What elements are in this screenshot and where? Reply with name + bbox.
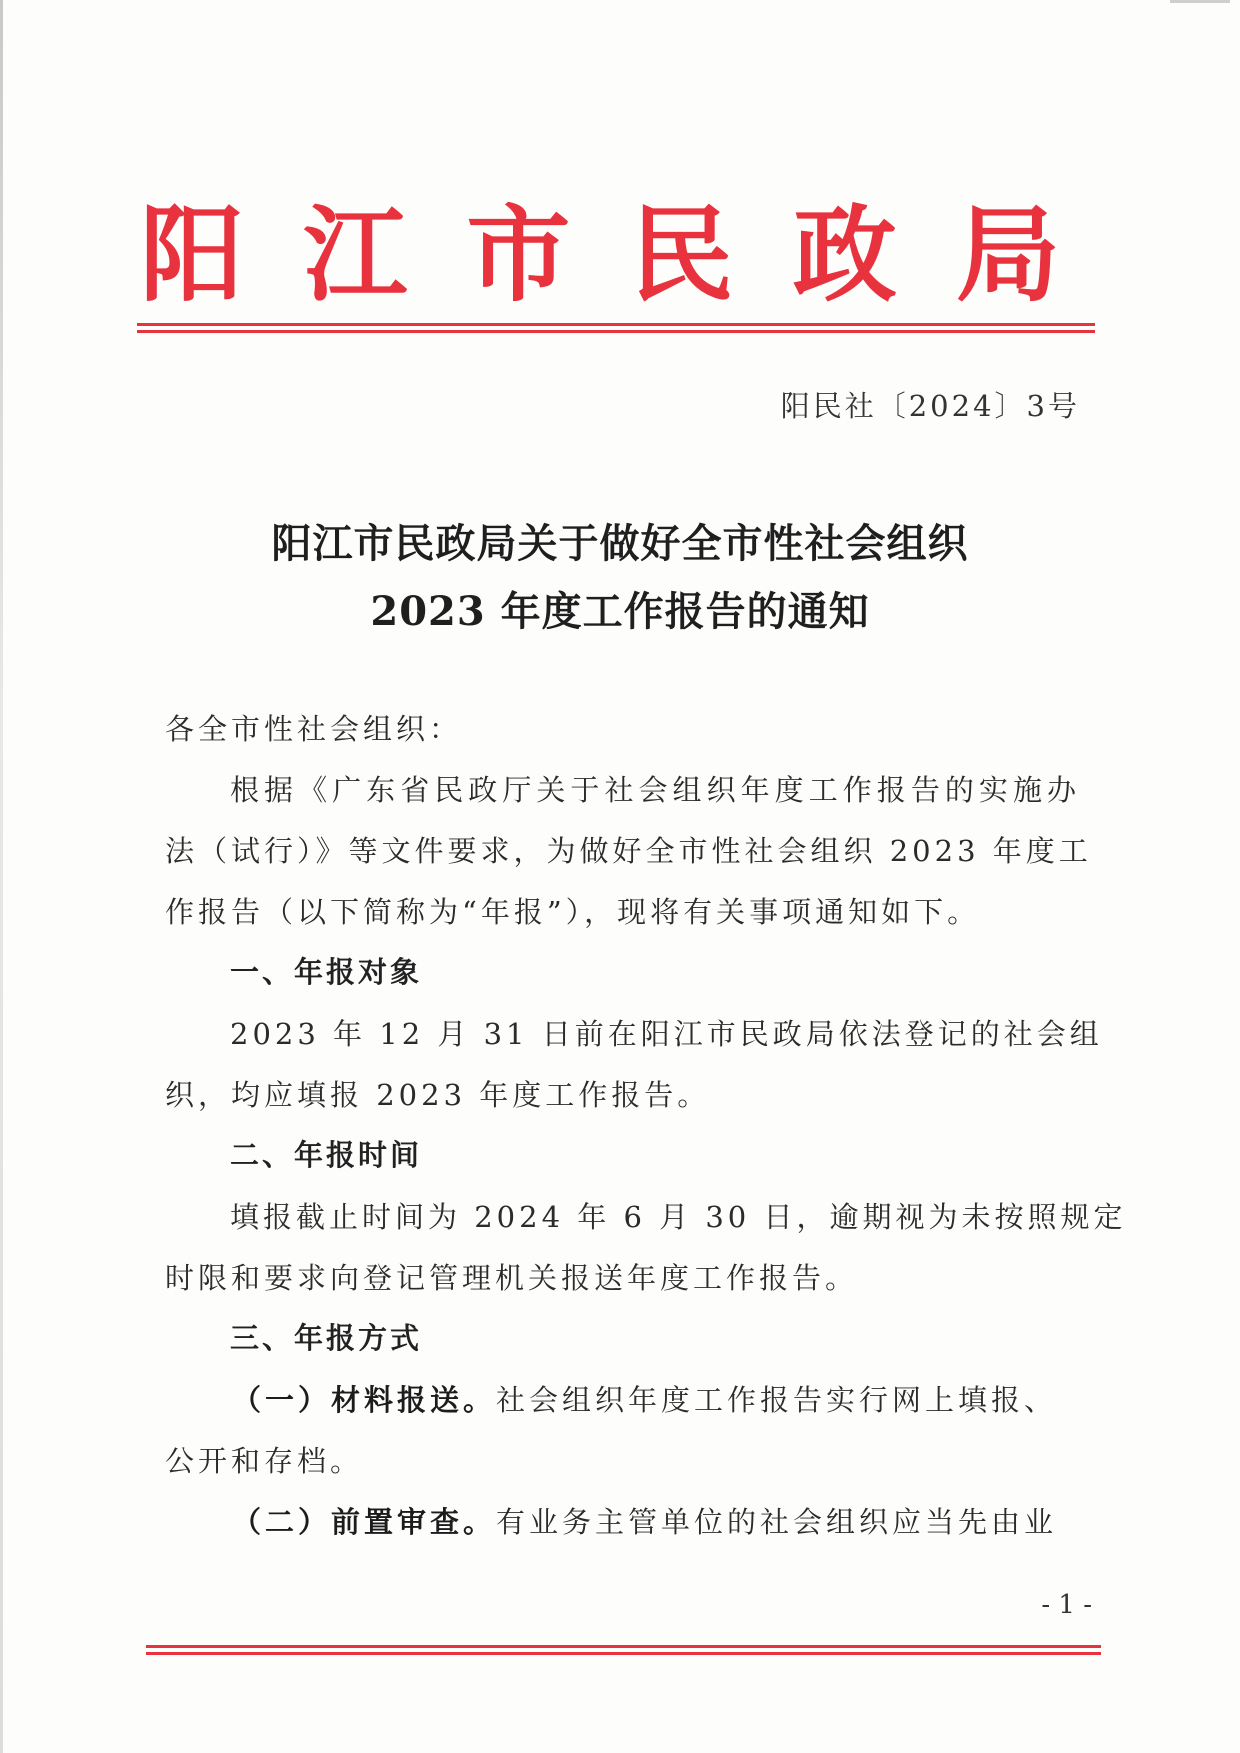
section3-item-1-line-2: 公开和存档。 [165, 1444, 364, 1478]
page-number: - 1 - [1041, 1590, 1092, 1620]
footer-rule-top [146, 1645, 1101, 1648]
section1-line-2: 织，均应填报 2023 年度工作报告。 [165, 1078, 711, 1112]
section1-line-1: 2023 年 12 月 31 日前在阳江市民政局依法登记的社会组 [230, 1017, 1103, 1051]
document-number: 阳民社〔2024〕3号 [780, 389, 1080, 423]
section-heading-1: 一、年报对象 [230, 955, 423, 989]
issuer-char: 民 [629, 193, 734, 316]
document-title-line-1: 阳江市民政局关于做好全市性社会组织 [271, 520, 969, 567]
issuer-char: 市 [466, 193, 571, 316]
issuer-header [140, 193, 1060, 316]
intro-line-1: 根据《广东省民政厅关于社会组织年度工作报告的实施办 [230, 773, 1080, 807]
document-title-line-2: 2023 年度工作报告的通知 [370, 588, 870, 635]
section2-line-2: 时限和要求向登记管理机关报送年度工作报告。 [165, 1261, 859, 1295]
footer-rule-bottom [146, 1652, 1101, 1655]
scan-edge [0, 0, 3, 1753]
issuer-char: 阳 [140, 193, 245, 316]
item-1-text: 社会组织年度工作报告实行网上填报、 [496, 1383, 1058, 1417]
issuer-char: 政 [792, 193, 897, 316]
issuer-char: 局 [955, 193, 1060, 316]
intro-line-3: 作报告（以下简称为“年报”），现将有关事项通知如下。 [165, 895, 981, 929]
item-2-lead: （二）前置审查。 [232, 1505, 497, 1539]
scan-edge-top [1170, 0, 1230, 3]
item-2-text: 有业务主管单位的社会组织应当先由业 [496, 1505, 1058, 1539]
intro-line-2: 法（试行）》等文件要求，为做好全市性社会组织 2023 年度工 [165, 834, 1092, 868]
section3-item-1 [232, 1378, 1080, 1419]
issuer-char: 江 [303, 193, 408, 316]
section2-line-1: 填报截止时间为 2024 年 6 月 30 日，逾期视为未按照规定 [230, 1200, 1127, 1234]
salutation: 各全市性社会组织： [165, 712, 463, 746]
section3-item-2 [232, 1500, 1080, 1541]
section-heading-2: 二、年报时间 [230, 1138, 423, 1172]
header-rule-top [137, 323, 1095, 326]
item-1-lead: （一）材料报送。 [232, 1383, 497, 1417]
header-rule-bottom [137, 330, 1095, 333]
section-heading-3: 三、年报方式 [230, 1321, 423, 1355]
